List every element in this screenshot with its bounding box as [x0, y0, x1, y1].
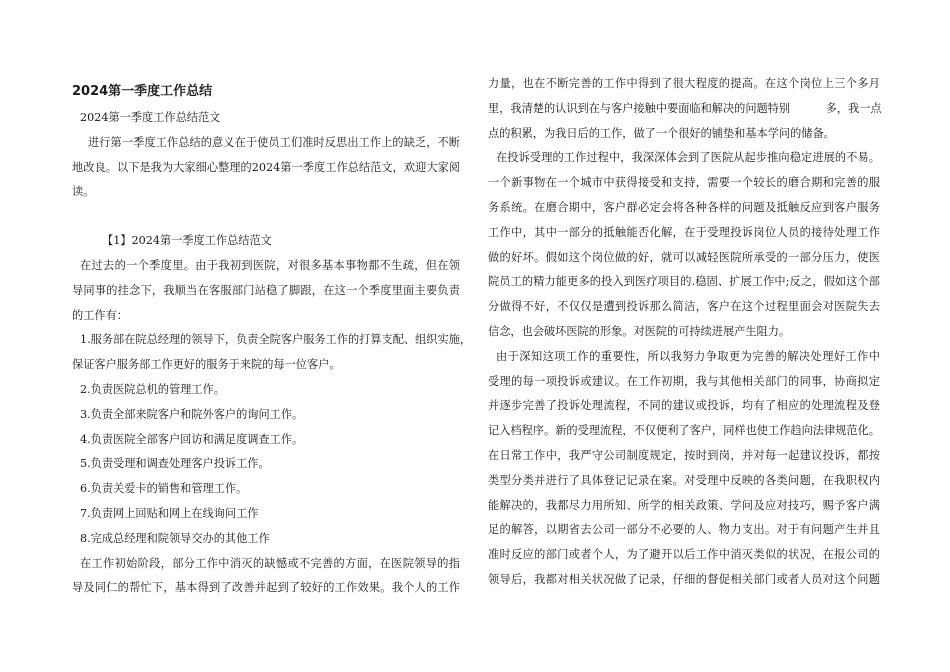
paragraph-line: 分做得不好，不仅仅是遭到投诉那么简洁，客户在这个过程里面会对医院失去 [488, 300, 880, 314]
spacer [72, 205, 460, 229]
paragraph-line: 足的解答，以期省去公司一部分不必要的人、物力支出。对于有问题产生并且 [488, 523, 880, 537]
list-item: 6.负责关爱卡的销售和管理工作。 [80, 482, 248, 496]
paragraph-line: 导同事的挂念下，我顺当在客服部门站稳了脚跟，在这一个季度里面主要负责 [72, 283, 460, 297]
paragraph-line: 领导后，我都对相关状况做了记录，仔细的督促相关部门或者人员对这个问题 [488, 572, 880, 586]
list-item: 5.负责受理和调查处理客户投诉工作。 [80, 457, 270, 471]
list-item: 3.负责全部来院客户和院外客户的询问工作。 [80, 407, 304, 421]
paragraph-line: 工作中，其中一部分的抵触能否化解，在于受理投诉岗位人员的接待处理工作 [488, 225, 880, 239]
paragraph-5 [488, 345, 880, 593]
paragraph-line: 的工作有： [72, 308, 128, 322]
paragraph-2 [72, 552, 460, 602]
section-heading: 【1】2024第一季度工作总结范文 [102, 234, 272, 248]
right-column [488, 72, 880, 593]
paragraph-line: 务系统。在磨合期中，客户群必定会将各种各样的问题及抵触反应到客户服务 [488, 200, 880, 214]
paragraph-line: 导及同仁的帮忙下，基本得到了改善并起到了较好的工作效果。我个人的工作 [72, 581, 460, 595]
paragraph-1 [72, 254, 460, 328]
intro-line: 读。 [72, 185, 95, 199]
document-title: 2024第一季度工作总结 [72, 84, 213, 99]
list-item: 7.负责网上回贴和网上在线询问工作 [80, 506, 259, 520]
paragraph-line: 在工作初始阶段，部分工作中消灭的缺憾或不完善的方面，在医院领导的指 [80, 556, 460, 570]
paragraph-line: 做的好坏。假如这个岗位做的好，就可以减轻医院所承受的一部分压力，使医 [488, 250, 880, 264]
list-item: 1.服务部在院总经理的领导下，负责全院客户服务工作的打算支配、组织实施， [80, 333, 472, 347]
paragraph-line: 记入档程序。新的受理流程，不仅便利了客户，同样也使工作趋向法律规范化。 [488, 424, 880, 438]
paragraph-line: 力量，也在不断完善的工作中得到了很大程度的提高。在这个岗位上三个多月 [488, 77, 880, 90]
intro-line: 进行第一季度工作总结的意义在于使员工们准时反思出工作上的缺乏，不断 [88, 135, 460, 149]
paragraph-line: 能解决的，我都尽力用所知、所学的相关政策、学问及应对技巧，赐予客户满 [488, 498, 880, 512]
paragraph-line: 在日常工作中，我严守公司制度规定，按时到岗，并对每一起建议投诉，都按 [488, 448, 880, 462]
list-item: 4.负责医院全部客户回访和满足度调查工作。 [80, 432, 304, 446]
paragraph-line: 点的积累，为我日后的工作，做了一个很好的铺垫和基本学问的储备。 [488, 126, 835, 140]
paragraph-line: 在过去的一个季度里。由于我初到医院，对很多基本事物都不生疏，但在领 [80, 258, 460, 272]
list-item: 保证客户服务部工作更好的服务于来院的每一位客户。 [72, 358, 341, 372]
subtitle: 2024第一季度工作总结范文 [80, 111, 221, 124]
paragraph-line: 类型分类并进行了具体登记记录在案。对受理中反映的各类问题，在我职权内 [488, 473, 880, 487]
paragraph-line: 在投诉受理的工作过程中，我深深体会到了医院从起步推向稳定进展的不易。 [496, 151, 880, 165]
duty-list [72, 328, 472, 551]
paragraph-line: 里，我清楚的认识到在与客户接触中要面临和解决的问题特别 多，我一点 [488, 101, 882, 115]
paragraph-line: 院员工的精力能更多的投入到医疗项目的.稳固、扩展工作中;反之，假如这个部 [488, 275, 880, 289]
paragraph-3 [488, 72, 880, 146]
paragraph-line: 信念，也会破坏医院的形象。对医院的可持续进展产生阻力。 [488, 324, 791, 338]
paragraph-line: 受理的每一项投诉或建议。在工作初期，我与其他相关部门的同事，协商拟定 [488, 374, 880, 388]
list-item: 2.负责医院总机的管理工作。 [80, 382, 225, 396]
paragraph-4 [488, 146, 880, 344]
paragraph-line: 准时反应的部门或者个人，为了避开以后工作中消灭类似的状况，在报公司的 [488, 548, 880, 562]
left-column [72, 70, 472, 601]
paragraph-line: 并逐步完善了投诉处理流程，不同的建议或投诉，均有了相应的处理流程及登 [488, 399, 880, 413]
paragraph-line: 由于深知这项工作的重要性，所以我努力争取更为完善的解决处理好工作中 [496, 349, 880, 363]
list-item: 8.完成总经理和院领导交办的其他工作 [80, 531, 270, 545]
intro-paragraph [72, 131, 460, 205]
intro-line: 地改良。以下是我为大家细心整理的2024第一季度工作总结范文，欢迎大家阅 [72, 160, 460, 174]
paragraph-line: 一个新事物在一个城市中获得接受和支持，需要一个较长的磨合期和完善的服 [488, 176, 880, 190]
